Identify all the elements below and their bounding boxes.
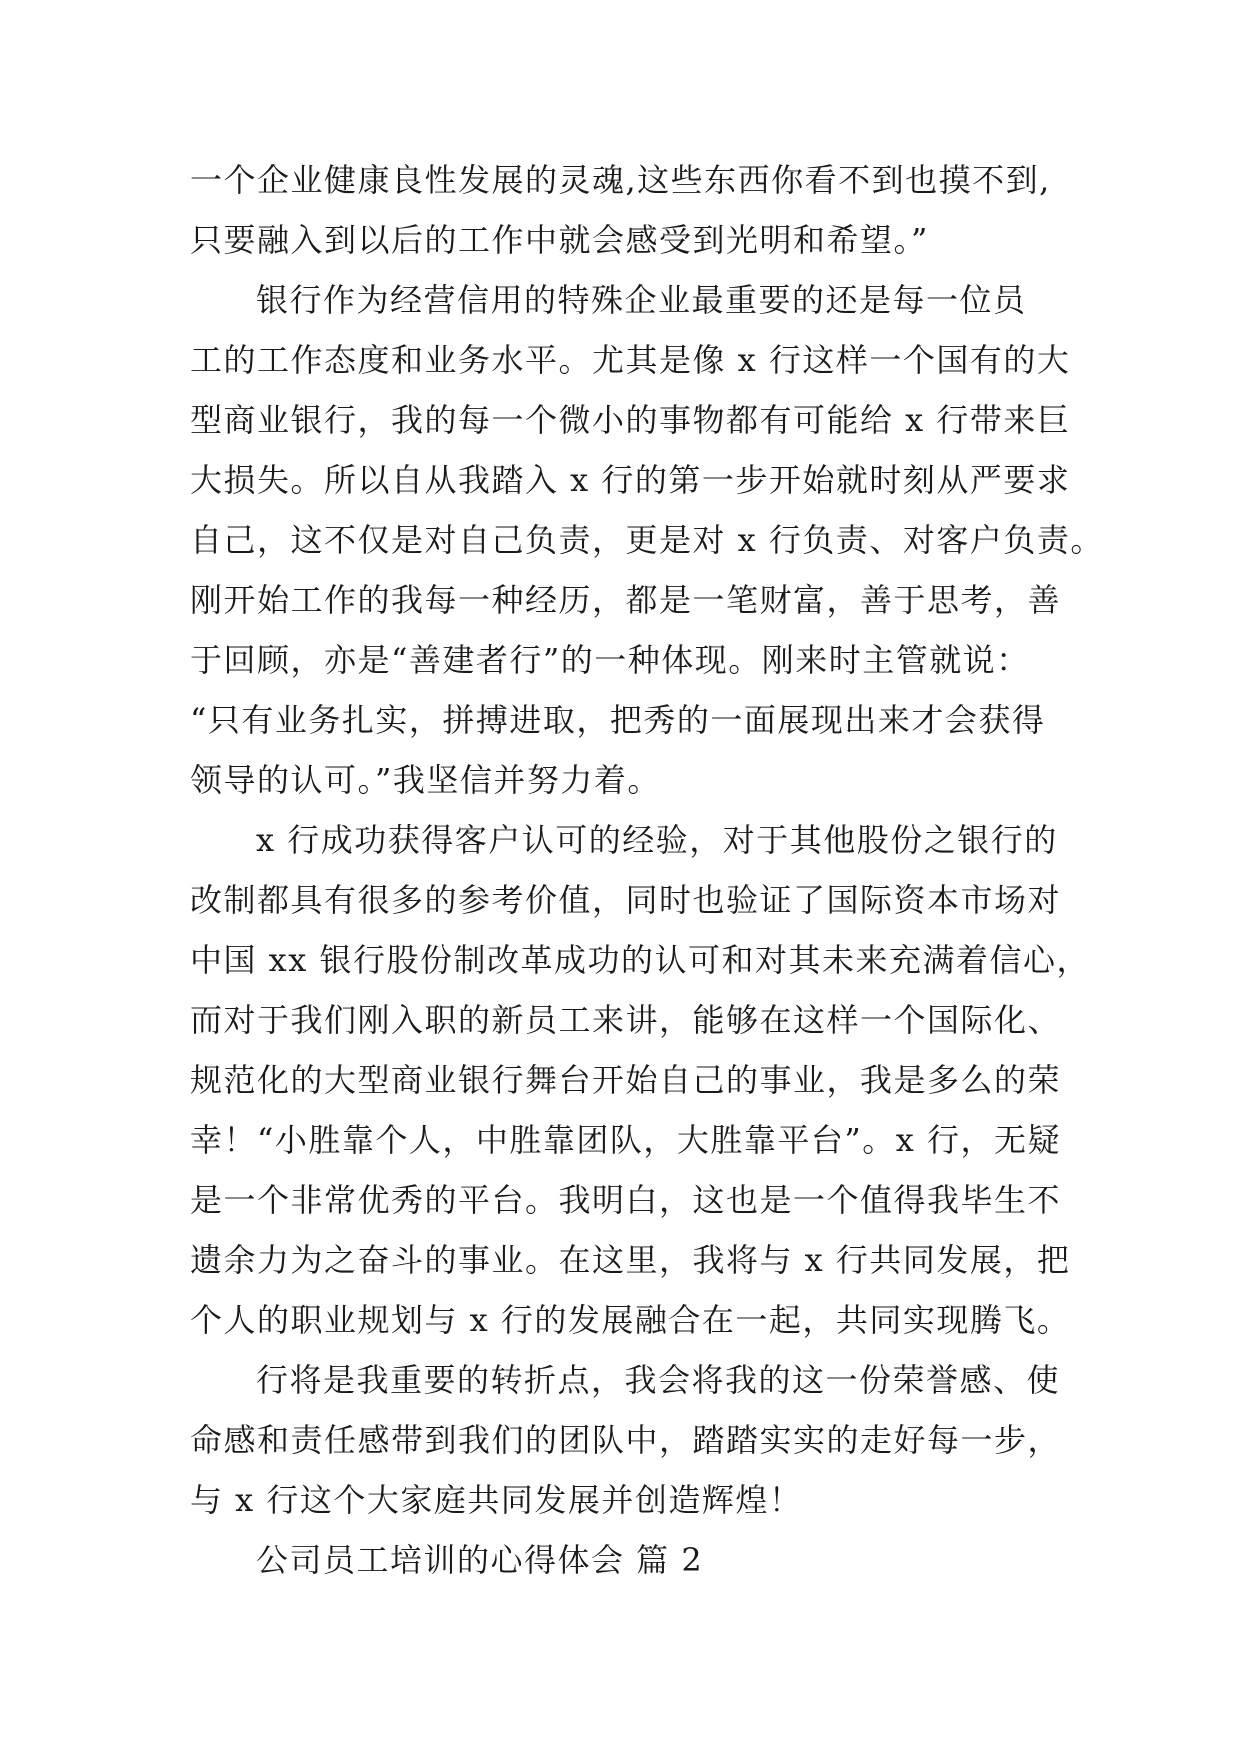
text-line: 与 x 行这个大家庭共同发展并创造辉煌！ [190,1481,803,1519]
text-line: 大损失。所以自从我踏入 x 行的第一步开始就时刻从严要求 [190,461,1071,499]
text-line: “只有业务扎实，拼搏进取，把秀的一面展现出来才会获得 [190,701,1046,739]
text-line: 改制都具有很多的参考价值，同时也验证了国际资本市场对 [190,881,1062,919]
document-body [190,150,1104,1590]
text-line: 自己，这不仅是对自己负责，更是对 x 行负责、对客户负责。 [190,521,1104,559]
text-line: 幸！“小胜靠个人，中胜靠团队，大胜靠平台”。x 行，无疑 [190,1121,1061,1159]
text-line: 而对于我们刚入职的新员工来讲，能够在这样一个国际化、 [190,1001,1062,1039]
text-line: 命感和责任感带到我们的团队中，踏踏实实的走好每一步， [190,1421,1062,1459]
text-line: 工的工作态度和业务水平。尤其是像 x 行这样一个国有的大 [190,341,1071,379]
text-line: 遗余力为之奋斗的事业。在这里，我将与 x 行共同发展，把 [190,1241,1071,1279]
text-line: 行将是我重要的转折点，我会将我的这一份荣誉感、使 [256,1361,1061,1399]
text-line: 银行作为经营信用的特殊企业最重要的还是每一位员 [256,281,1027,319]
text-line: 刚开始工作的我每一种经历，都是一笔财富，善于思考，善 [190,581,1062,619]
text-line: 规范化的大型商业银行舞台开始自己的事业，我是多么的荣 [190,1061,1062,1099]
text-line: x 行成功获得客户认可的经验，对于其他股份之银行的 [256,821,1058,859]
text-line: 是一个非常优秀的平台。我明白，这也是一个值得我毕生不 [190,1181,1062,1219]
text-line: 型商业银行，我的每一个微小的事物都有可能给 x 行带来巨 [190,401,1071,439]
text-line: 中国 xx 银行股份制改革成功的认可和对其未来充满着信心， [190,941,1090,979]
text-line: 领导的认可。”我坚信并努力着。 [190,761,661,799]
text-line: 一个企业健康良性发展的灵魂,这些东西你看不到也摸不到, [190,161,1051,199]
text-line: 于回顾，亦是“善建者行”的一种体现。刚来时主管就说： [190,641,1030,679]
text-line: 只要融入到以后的工作中就会感受到光明和希望。” [190,221,929,259]
text-line: 公司员工培训的心得体会 篇 2 [256,1541,704,1579]
text-line: 个人的职业规划与 x 行的发展融合在一起，共同实现腾飞。 [190,1301,1071,1339]
